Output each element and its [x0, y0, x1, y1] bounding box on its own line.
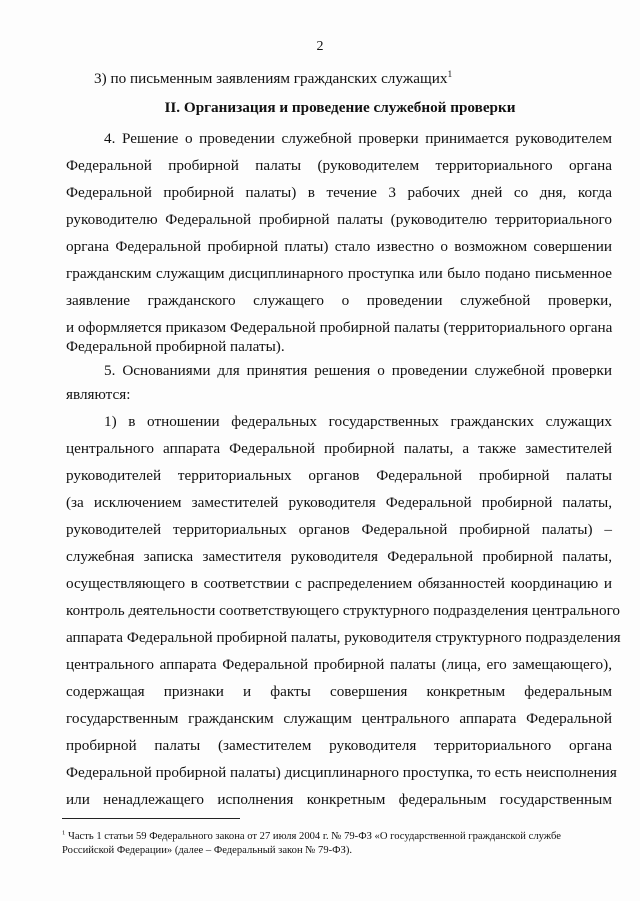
- footnote-reference: 1: [447, 69, 453, 80]
- body-line: заявление гражданского служащего о проведении служебной проверки,: [66, 292, 612, 309]
- body-line: центрального аппарата Федеральной пробирной палаты (лица, его замещающего),: [66, 656, 612, 673]
- body-line: центрального аппарата Федеральной пробирной палаты, а также заместителей: [66, 440, 612, 457]
- body-line: 5. Основаниями для принятия решения о проведении служебной проверки: [104, 362, 612, 379]
- footnote-line-2-row: [62, 844, 614, 858]
- body-line: осуществляющего в соответствии с распределением обязанностей координацию и: [66, 575, 612, 592]
- body-line: и оформляется приказом Федеральной пробирной палаты (территориального органа: [66, 319, 613, 336]
- footnote-line-1: Часть 1 статьи 59 Федерального закона от 27 июля 2004 г. № 79-ФЗ «О государственной гражданской службе: [67, 831, 561, 842]
- list-item-3: [94, 69, 594, 89]
- body-line: руководителей территориальных органов Федеральной пробирной палаты) –: [66, 521, 612, 538]
- body-line: (за исключением заместителей руководителя Федеральной пробирной палаты,: [66, 494, 612, 511]
- footnote: [62, 830, 614, 844]
- body-line: Федеральной пробирной палаты) дисциплинарного проступка, то есть неисполнения: [66, 764, 617, 781]
- footnote-separator: [62, 818, 240, 819]
- body-line: руководителей территориальных органов Федеральной пробирной палаты: [66, 467, 612, 484]
- body-line: содержащая признаки и факты совершения конкретным федеральным: [66, 683, 612, 700]
- footnote-line-2: Российской Федерации» (далее – Федеральный закон № 79-ФЗ).: [62, 845, 353, 856]
- list-item-3-text: 3) по письменным заявлениям гражданских служащих: [94, 70, 448, 87]
- body-line: пробирной палаты (заместителем руководителя территориального органа: [66, 737, 612, 754]
- body-line: служебная записка заместителя руководителя Федеральной пробирной палаты,: [66, 548, 612, 565]
- body-line: 1) в отношении федеральных государственных гражданских служащих: [104, 413, 612, 430]
- body-line: аппарата Федеральной пробирной палаты, руководителя структурного подразделения: [66, 629, 621, 646]
- body-line: контроль деятельности соответствующего структурного подразделения центрального: [66, 602, 621, 619]
- page-number: 2: [316, 39, 324, 54]
- body-line: 4. Решение о проведении служебной проверки принимается руководителем: [104, 130, 612, 147]
- body-line: Федеральной пробирной палаты).: [66, 338, 285, 355]
- body-line: являются:: [66, 386, 131, 403]
- body-line: руководителю Федеральной пробирной палаты (руководителю территориального: [66, 211, 612, 228]
- body-line: гражданским служащим дисциплинарного проступка или было подано письменное: [66, 265, 612, 282]
- footnote-mark: 1: [62, 829, 66, 837]
- body-line: государственным гражданским служащим центрального аппарата Федеральной: [66, 710, 612, 727]
- body-line: или ненадлежащего исполнения конкретным федеральным государственным: [66, 791, 612, 808]
- body-line: Федеральной пробирной палаты (руководителем территориального органа: [66, 157, 612, 174]
- body-line: Федеральной пробирной палаты) в течение 3 рабочих дней со дня, когда: [66, 184, 612, 201]
- section-heading: II. Организация и проведение служебной проверки: [164, 99, 516, 116]
- body-line: органа Федеральной пробирной платы) стало известно о возможном совершении: [66, 238, 612, 255]
